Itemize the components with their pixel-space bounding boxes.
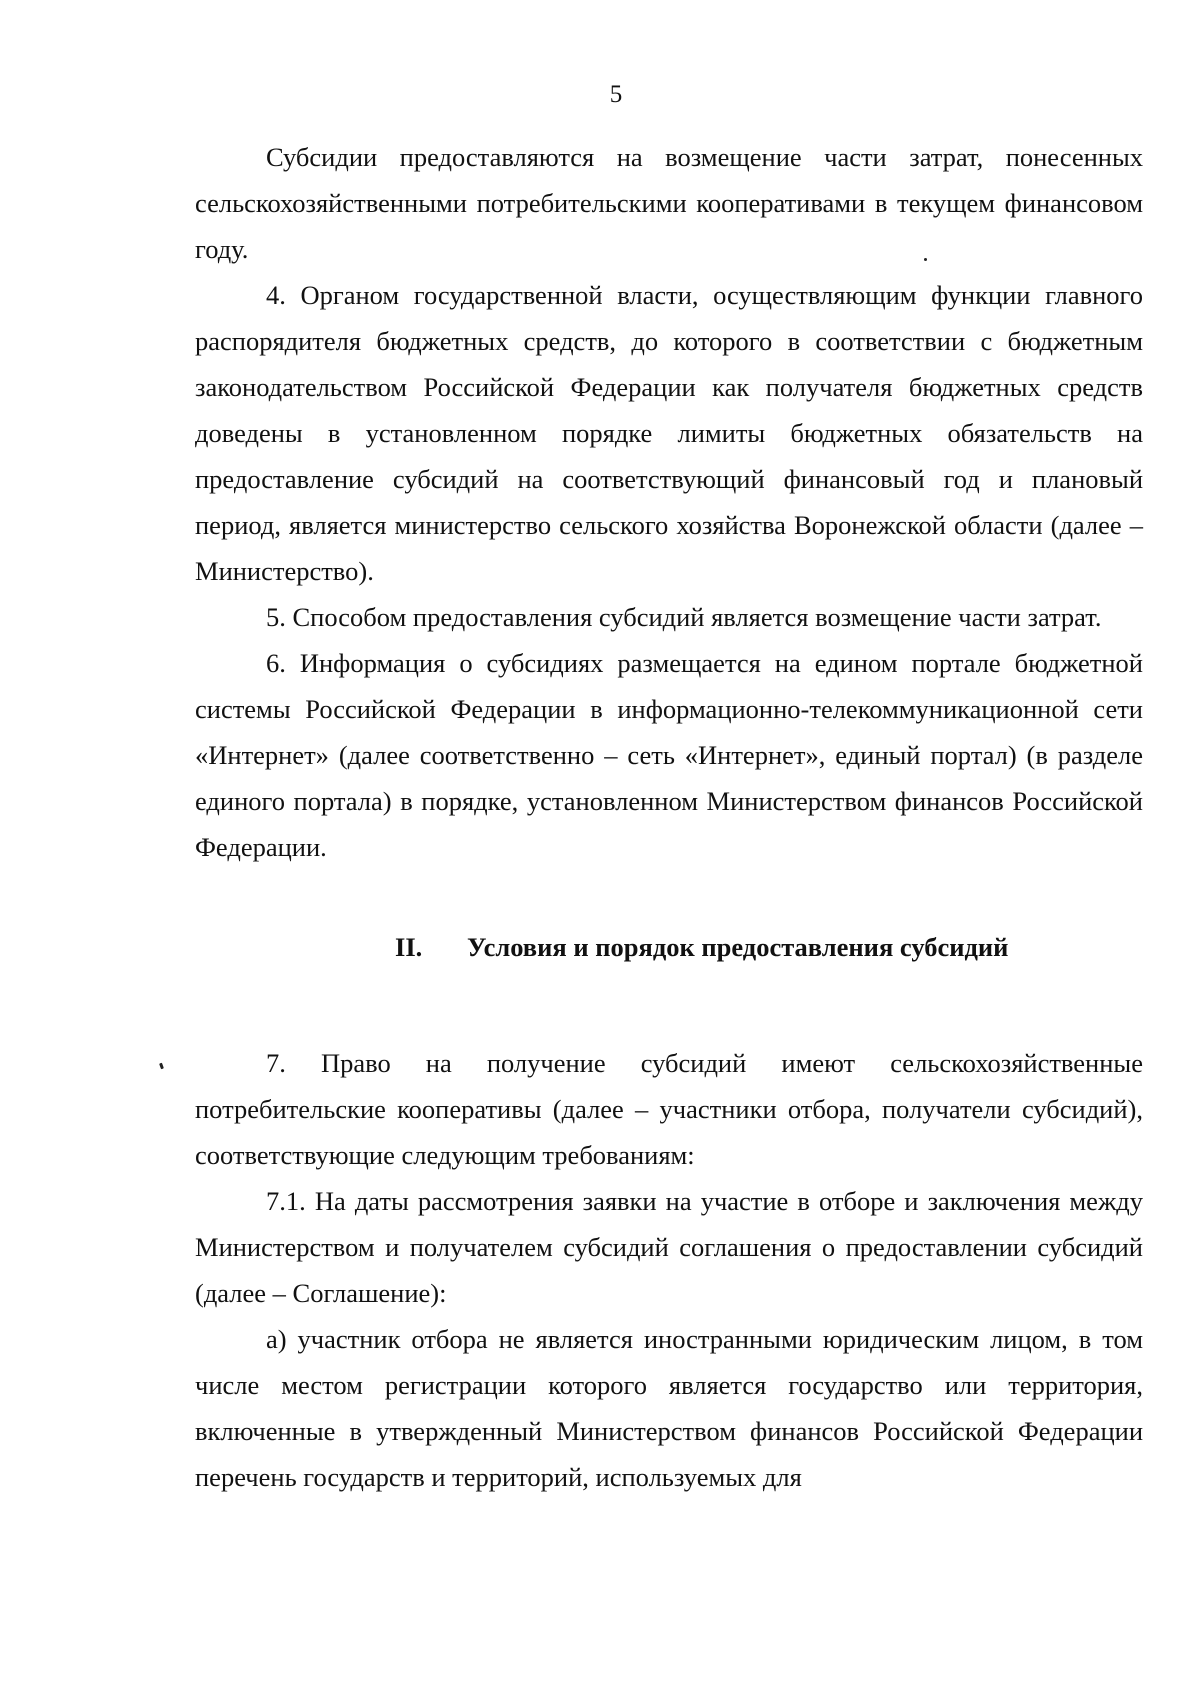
paragraph-5: 5. Способом предоставления субсидий является возмещение части затрат. (266, 602, 1102, 632)
document-body (195, 134, 1143, 1500)
section-title: Условия и порядок предоставления субсидий (467, 932, 1009, 962)
paragraph-7: 7. Право на получение субсидий имеют сельскохозяйственные потребительские кооперативы (далее – участники отбора, получатели субсидий), соответствующие следующим требованиям: (195, 1048, 1143, 1170)
scan-speck (159, 1063, 164, 1070)
section-number: II. (395, 932, 423, 962)
paragraph-7-1: 7.1. На даты рассмотрения заявки на участие в отборе и заключения между Министерством и получателем субсидий соглашения о предоставлении субсидий (далее – Соглашение): (195, 1186, 1143, 1308)
section-heading (195, 924, 1143, 970)
paragraph-a: а) участник отбора не является иностранными юридическим лицом, в том числе местом регистрации которого является государство или территория, включенные в утвержденный Министерством финансов Российской Федерации перечень государств и территорий, используемых для (195, 1324, 1143, 1492)
paragraph-4: 4. Органом государственной власти, осуществляющим функции главного распорядителя бюджетных средств, до которого в соответствии с бюджетным законодательством Российской Федерации как получателя бюджетных средств доведены в установленном порядке лимиты бюджетных обязательств на предоставление субсидий на соответствующий финансовый год и плановый период, является министерство сельского хозяйства Воронежской области (далее – Министерство). (195, 280, 1143, 586)
page-number: 5 (609, 81, 623, 108)
scan-speck (924, 258, 927, 261)
paragraph-intro: Субсидии предоставляются на возмещение части затрат, понесенных сельскохозяйственными потребительскими кооперативами в текущем финансовом году. (195, 142, 1143, 264)
paragraph-6: 6. Информация о субсидиях размещается на едином портале бюджетной системы Российской Федерации в информационно-телекоммуникационной сети «Интернет» (далее соответственно – сеть «Интернет», единый портал) (в разделе единого портала) в порядке, установленном Министерством финансов Российской Федерации. (195, 648, 1143, 862)
